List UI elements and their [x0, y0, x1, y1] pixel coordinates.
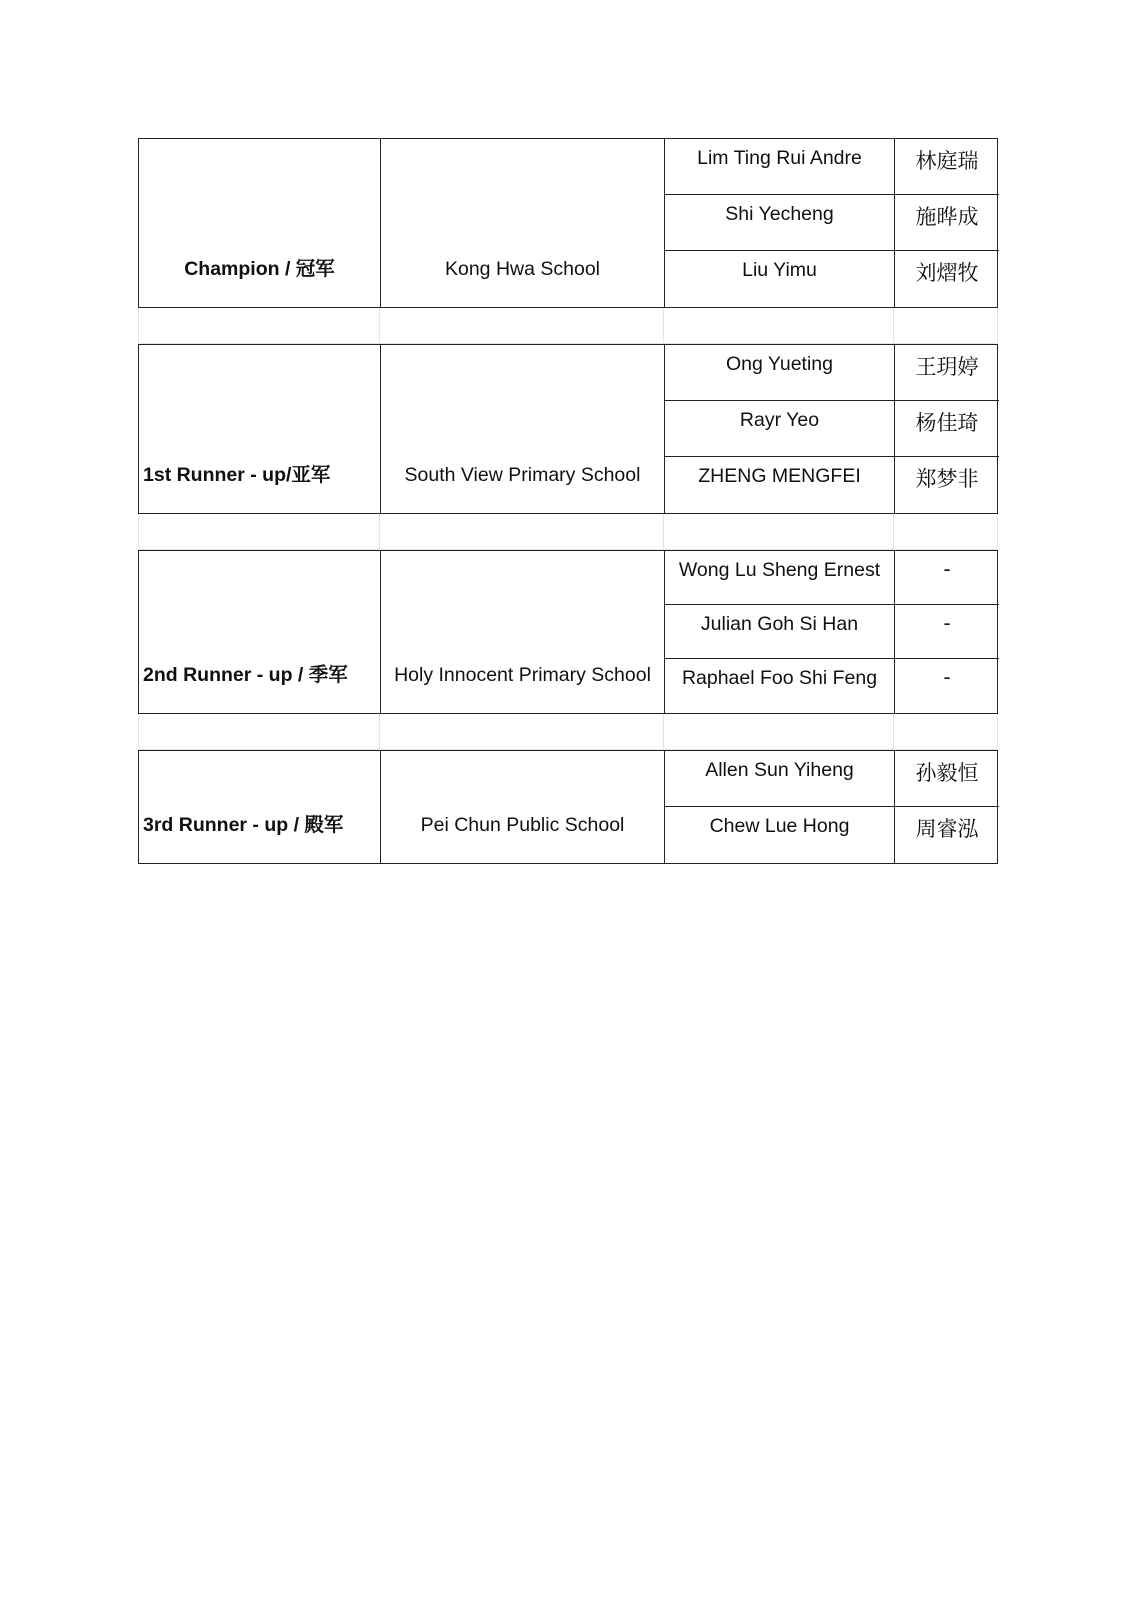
member-name: Lim Ting Rui Andre: [665, 139, 895, 195]
place-label: 1st Runner - up/亚军: [139, 345, 381, 513]
spacer-row: [138, 308, 998, 344]
spacer-row: [138, 514, 998, 550]
result-block-champion: [138, 138, 998, 308]
member-chinese-name: 杨佳琦: [895, 401, 999, 457]
member-name: Julian Goh Si Han: [665, 605, 895, 659]
member-chinese-name: 王玥婷: [895, 345, 999, 401]
member-chinese-name: 施晔成: [895, 195, 999, 251]
member-name: Ong Yueting: [665, 345, 895, 401]
school-name: Kong Hwa School: [381, 139, 665, 307]
member-name: Shi Yecheng: [665, 195, 895, 251]
result-block-third-runner-up: [138, 750, 998, 864]
result-block-second-runner-up: [138, 550, 998, 714]
member-name: Chew Lue Hong: [665, 807, 895, 863]
member-name: Liu Yimu: [665, 251, 895, 307]
member-chinese-name: 林庭瑞: [895, 139, 999, 195]
member-chinese-name: 周睿泓: [915, 817, 979, 841]
member-name: Rayr Yeo: [665, 401, 895, 457]
place-label: 3rd Runner - up / 殿军: [139, 751, 381, 863]
member-name: Wong Lu Sheng Ernest: [665, 551, 895, 605]
member-chinese-name: 孙毅恒: [895, 751, 999, 807]
member-chinese-name: 郑梦非: [915, 467, 979, 491]
place-label: Champion / 冠军: [139, 139, 381, 307]
results-table: [138, 138, 998, 864]
member-name: Raphael Foo Shi Feng: [665, 659, 895, 713]
member-chinese-name: 刘熠牧: [915, 261, 979, 285]
place-label: 2nd Runner - up / 季军: [139, 551, 381, 713]
spacer-row: [138, 714, 998, 750]
member-chinese-name: -: [943, 665, 951, 689]
member-name: Allen Sun Yiheng: [665, 751, 895, 807]
member-name: ZHENG MENGFEI: [665, 457, 895, 513]
member-chinese-name: -: [895, 551, 999, 605]
school-name: Pei Chun Public School: [381, 751, 665, 863]
member-chinese-name: -: [895, 605, 999, 659]
school-name: South View Primary School: [381, 345, 665, 513]
result-block-first-runner-up: [138, 344, 998, 514]
school-name: Holy Innocent Primary School: [381, 551, 665, 713]
